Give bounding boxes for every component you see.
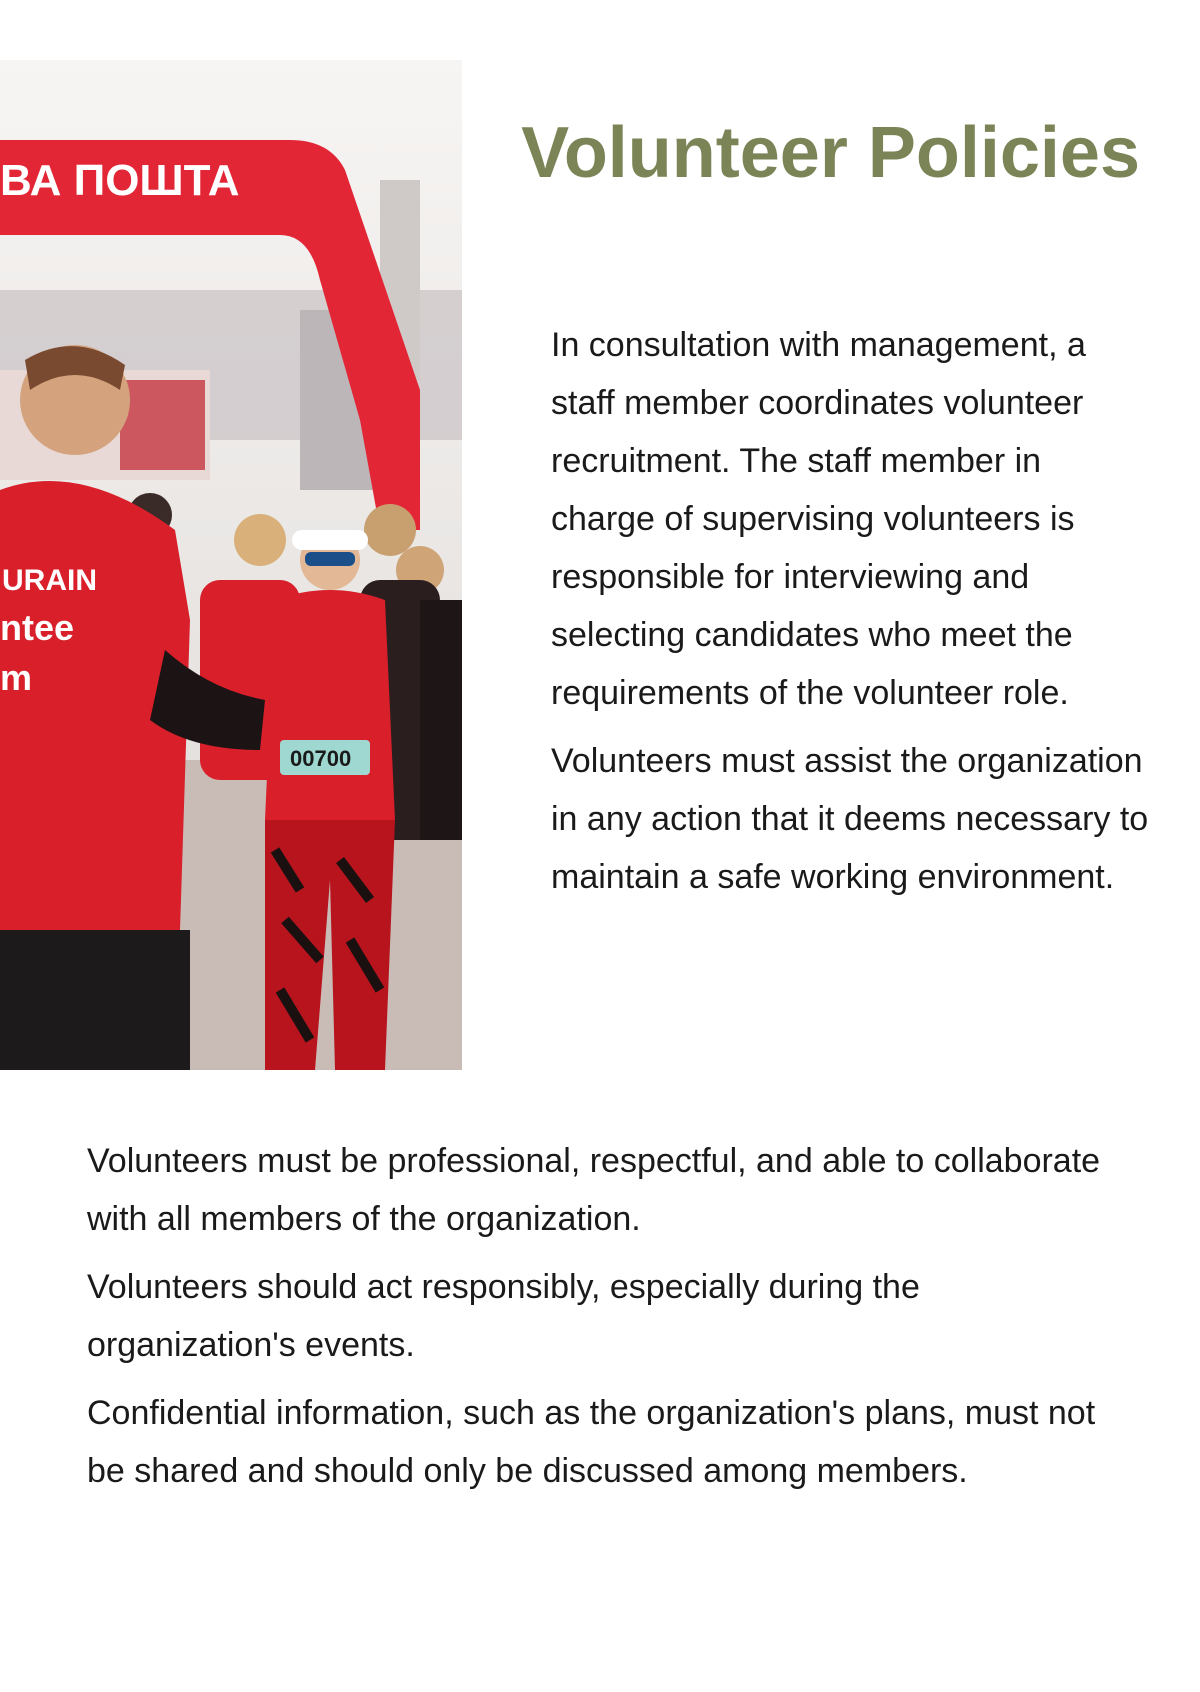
shirt-text-3: m: [0, 657, 33, 698]
shirt-text-2: ntee: [0, 607, 75, 648]
intro-section: [551, 316, 1151, 916]
arch-text: ВА ПОШТА: [0, 156, 240, 205]
bib-number: 00700: [290, 746, 352, 771]
page-title: Volunteer Policies: [521, 113, 1140, 193]
policy-paragraph-confidentiality: Confidential information, such as the organization's plans, must not be shared and should only be discussed among members.: [87, 1394, 1096, 1490]
shirt-text-1: URAIN: [2, 564, 97, 597]
policy-paragraph-responsibility: Volunteers should act responsibly, especially during the organization's events.: [87, 1268, 920, 1364]
policies-section: [87, 1132, 1127, 1510]
intro-paragraph-recruitment: In consultation with management, a staff member coordinates volunteer recruitment. The staff member in charge of supervising volunteers is responsible for interviewing and selecting candidates who meet the requirements of the volunteer role.: [551, 326, 1086, 712]
event-photo-illustration: [0, 60, 462, 1070]
policy-paragraph-professionalism: Volunteers must be professional, respectful, and able to collaborate with all members of the organization.: [87, 1142, 1101, 1238]
event-photo: [0, 60, 462, 1070]
intro-paragraph-safety: Volunteers must assist the organization in any action that it deems necessary to maintain a safe working environment.: [551, 742, 1149, 896]
